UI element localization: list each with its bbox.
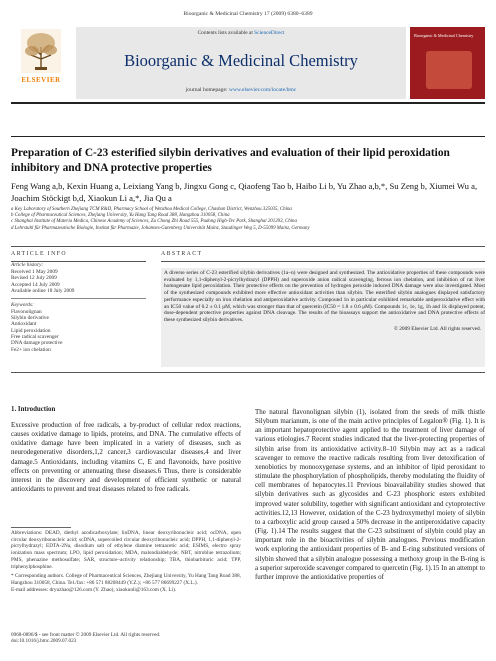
section-heading: 1. Introduction — [11, 406, 56, 413]
section-rule — [11, 246, 485, 247]
running-header: Bioorganic & Medicinal Chemistry 17 (2009) 6380–6389 — [183, 11, 313, 17]
corresponding-author-footnote: * Corresponding authors. College of Pharmaceutical Sciences, Zhejiang University, Yu Hang Tang Road 388, Hangzhou 310058, China. Tel./fax: +86 571 88208449 (Y.Z.); +86 577 86699227 (X.L.). — [11, 573, 241, 586]
history-item: Revised 12 July 2009 — [11, 275, 57, 282]
affiliation-item: b College of Pharmaceutical Sciences, Zhejiang University, Yu Hang Tang Road 388, Hangzhou 310058, China — [11, 213, 230, 219]
keyword-item: Antioxidant — [11, 321, 37, 328]
abstract-rule — [161, 261, 485, 262]
journal-name: Bioorganic & Medicinal Chemistry — [124, 51, 358, 70]
journal-homepage — [76, 87, 406, 93]
contents-line — [76, 30, 406, 36]
keyword-item: Free radical scavenger — [11, 333, 59, 340]
section-rule — [11, 372, 485, 373]
affiliation-item: a Key Laboratory of Southern Zhejiang TCM R&D, Pharmacy School of Wenzhou Medical College, Chashan District, Wenzhou 325035, China — [11, 207, 292, 212]
publisher-name: ELSEVIER — [21, 77, 61, 84]
journal-banner — [76, 27, 406, 99]
keyword-item: Lipid peroxidation — [11, 327, 51, 334]
footnote-rule — [11, 527, 71, 528]
affiliation-item: c Shanghai Institute of Materia Medica, Chinese Academy of Sciences, Zu Chong Zhi Road 555, Pudong High-Tec Park, Shanghai 201203, China — [11, 219, 297, 225]
cover-image — [426, 51, 472, 89]
intro-paragraph-col1: Excessive production of free radicals, a by-product of cellular redox reactions, causes oxidative damage to lipids, proteins, and DNA. The cumulative effects of oxidative damage have been implicated in a variety of diseases, such as neurodegenerative disorders,1,2 cancer,3 cardiovascular diseases,4 and liver damage.5 Antioxidants, including vitamins C, E and flavonoids, have positive effects on preventing or attenuating these diseases.6 Thus, there is considerable interest in the discovery and development of efficient synthetic or natural antioxidants to prevent and treat diseases related to free radicals. — [11, 421, 241, 494]
elsevier-logo[interactable] — [11, 27, 71, 93]
article-info — [11, 262, 146, 353]
keyword-item: Flavonolignan — [11, 308, 42, 315]
banner-rule — [11, 102, 485, 104]
author-list: Feng Wang a,b, Kexin Huang a, Leixiang Yang b, Jingxu Gong c, Qiaofeng Tao b, Haibo Li b, Yu Zhao a,b,*, Su Zeng b, Xiumei Wu a, Joachim Stöckigt b,d, Xiaokun Li a,*, Jia Qu a — [11, 181, 478, 203]
email-footnote[interactable]: E-mail addresses: dryuzhao@126.com (Y. Zhao), xiaokunli@163.com (X. Li). — [11, 586, 177, 593]
copyright-line: © 2009 Elsevier Ltd. All rights reserved. — [393, 325, 481, 332]
contents-prefix: Contents lists available at — [197, 30, 255, 36]
issn-doi — [11, 632, 241, 645]
keywords-label: Keywords: — [11, 301, 34, 308]
sciencedirect-link[interactable]: ScienceDirect — [254, 30, 285, 36]
keyword-item: Fe2+ ion chelation — [11, 346, 51, 353]
abstract-box — [161, 268, 485, 367]
keyword-item: DNA damage protective — [11, 340, 63, 347]
homepage-link[interactable]: www.elsevier.com/locate/bmc — [228, 87, 297, 93]
affiliation-item: d Lehrstuhl für Pharmazeutische Biologie, Institut für Pharmazie, Johannes-Gutenberg Universität Mainz, Staudinger Weg 5, D-55099 Mainz, Germany — [11, 225, 310, 231]
abstract-text: A diverse series of C-23 esterified silybin derivatives (1a–n) were designed and synthesized. The antioxidative properties of these compounds were evaluated by 1,1-diphenyl-2-picrylhydrazyl (DPPH) and superoxide anion radical scavenging, ferrous ion chelation, and inhibition of rat liver homogenate lipid peroxidation. Their protective effects on the prevention of hydrogen peroxide induced DNA damage were also investigated. Most of the synthesized compounds exhibited more effective antioxidant activities than silybin. The esterified silybin analogues displayed satisfactory performance especially on iron chelation and antiperoxidative activity. Compound 1n in particular exhibited remarkable antiperoxidative effect with an IC50 value of 0.2 ± 0.1 μM, which was stronger than that of quercetin (IC50 = 1.8 ± 0.6 μM). Compounds 1c, 1e, 1g, 1h and 1k displayed potent, dose-dependent protective properties against DNA cleavage. The results of the bioassays support the antioxidative and DNA protective effects of these synthesized silybin derivatives. — [164, 270, 485, 323]
cover-title: Bioorganic & Medicinal Chemistry — [414, 33, 474, 38]
abbreviations-footnote: Abbreviations: DEAD, diethyl azodicarboxylate; linDNA, linear deoxyribonucleic acid; ocDNA, open circular deoxyribonucleic acid; scDNA, supercoiled circular deoxyribonucleic acid; DPPH, 1,1-diphenyl-2-picrylhydrazyl; EDTA-2Na, disodium salt of ethylene diamine tetraacetic acid; ESIMS, electro spray ionization mass spectrum; LPO, lipid peroxidation; MDA, malondialdehyde; NBT, nitroblue tetrazolium; PMS, phenazine methosulfate; SAR, structure–activity relationship; TBA, thiobarbituric acid; TPP, triphenylphosphine. — [11, 530, 241, 570]
footnotes — [11, 530, 241, 593]
history-label: Article history: — [11, 262, 44, 268]
history-item: Received 1 May 2009 — [11, 269, 58, 275]
issn-line: 0968-0896/$ - see front matter © 2009 Elsevier Ltd. All rights reserved. — [11, 632, 161, 638]
homepage-prefix: journal homepage: — [185, 87, 229, 93]
info-divider — [11, 298, 146, 299]
title-rule — [11, 136, 485, 137]
elsevier-tree-icon — [21, 29, 61, 73]
affiliations — [11, 207, 485, 232]
article-info-heading: ARTICLE INFO — [11, 251, 67, 257]
article-title: Preparation of C-23 esterified silybin derivatives and evaluation of their lipid peroxidation inhibitory and DNA protective properties — [11, 147, 450, 174]
keyword-item: Silybin derivative — [11, 315, 49, 322]
doi-link[interactable]: doi:10.1016/j.bmc.2009.07.023 — [11, 638, 77, 645]
abstract-heading: ABSTRACT — [161, 251, 203, 257]
history-item: Accepted 14 July 2009 — [11, 281, 60, 288]
journal-cover-thumbnail[interactable] — [410, 27, 485, 99]
intro-paragraph-col2: The natural flavonolignan silybin (1), isolated from the seeds of milk thistle Silybum marianum, is one of the main active principles of Legalon® (Fig. 1). It is an important hepatoprotective agent applied to the treatment of liver damage of various etiologies.7 Recent studies indicated that the liver-protecting properties of silybin arise from its antioxidative activity.8–10 Silybin may act as a radical scavenger to remove the reactive radicals resulting from liver detoxification of xenobiotics by monooxygenase systems, and an inhibitor of lipid peroxidant to stimulate the phosphorylation of phospholipids, thereby modulating the fluidity of cell membranes of hepatocytes.11 Previous bioavailability studies showed that silybin derivatives such as glycosides and C-23 phosphoric esters exhibited improved water solubility, together with significant antioxidant and cytoprotective activities.12,13 However, oxidation of the C-23 hydroxymethyl moiety of silybin to a carboxylic acid group caused a 50% decrease in the antiperoxidative capacity (Fig. 1).14 The results suggest that the C-23 substituent of silybin could play an important role in the bioactivities of silybin analogues. Previous modification work exploring the antioxidant properties of B- and E-ring substituted versions of silybin showed that a silybin analogue possessing a methoxy group in the B-ring is a superior superoxide scavenger compared to quercetin (Fig. 1).15 In an attempt to further improve the antioxidative properties of — [255, 408, 485, 581]
history-item: Available online 18 July 2009 — [11, 287, 75, 294]
